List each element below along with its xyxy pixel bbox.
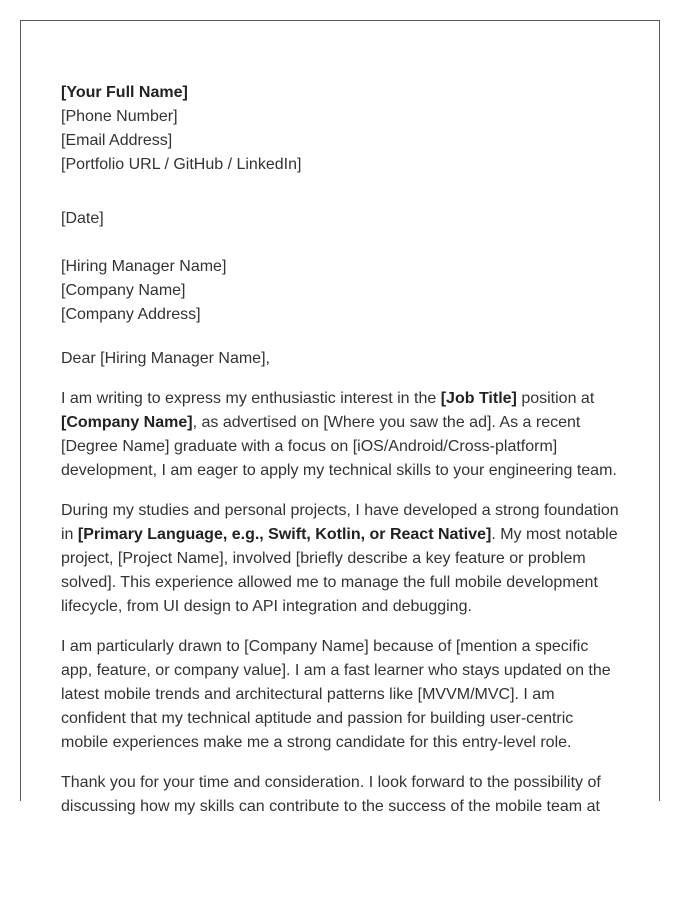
sender-email: [Email Address] <box>61 132 173 149</box>
spacer <box>61 231 631 255</box>
recipient-company: [Company Name] <box>61 282 186 299</box>
sender-name: [Your Full Name] <box>61 84 188 101</box>
paragraph-3-line-3: latest mobile trends and architectural patterns like [MVVM/MVC]. I am <box>61 686 555 703</box>
salutation: Dear [Hiring Manager Name], <box>61 350 270 367</box>
spacer <box>61 755 631 771</box>
paragraph-1 <box>61 387 631 483</box>
paragraph-2-line-3: project, [Project Name], involved [briefly describe a key feature or problem <box>61 550 586 567</box>
paragraph-3 <box>61 635 631 755</box>
text: . My most notable <box>491 526 618 543</box>
paragraph-1-line-3: [Degree Name] graduate with a focus on [iOS/Android/Cross-platform] <box>61 438 558 455</box>
sender-phone: [Phone Number] <box>61 108 178 125</box>
paragraph-2-line-1: During my studies and personal projects, I have developed a strong foundation <box>61 502 619 519</box>
paragraph-3-line-1: I am particularly drawn to [Company Name] because of [mention a specific <box>61 638 589 655</box>
company-name-placeholder: [Company Name] <box>61 414 193 431</box>
sender-portfolio: [Portfolio URL / GitHub / LinkedIn] <box>61 156 302 173</box>
paragraph-1-line-1 <box>61 387 631 411</box>
paragraph-2-line-4: solved]. This experience allowed me to manage the full mobile development <box>61 574 598 591</box>
text: in <box>61 526 78 543</box>
recipient-block <box>61 255 631 327</box>
text: I am writing to express my enthusiastic interest in the <box>61 390 441 407</box>
paragraph-4-line-2: discussing how my skills can contribute to the success of the mobile team at <box>61 798 600 815</box>
text: , as advertised on [Where you saw the ad]. As a recent <box>192 414 581 431</box>
paragraph-1-line-4: development, I am eager to apply my technical skills to your engineering team. <box>61 462 617 479</box>
paragraph-2-line-5: lifecycle, from UI design to API integration and debugging. <box>61 598 472 615</box>
recipient-address: [Company Address] <box>61 306 201 323</box>
primary-language-placeholder: [Primary Language, e.g., Swift, Kotlin, or React Native] <box>77 526 492 543</box>
paragraph-2-line-2 <box>61 523 631 547</box>
paragraph-1-line-2 <box>61 411 631 435</box>
spacer <box>61 371 631 387</box>
text: position at <box>516 390 595 407</box>
paragraph-4 <box>61 771 631 819</box>
job-title-placeholder: [Job Title] <box>440 390 517 407</box>
paragraph-4-line-1: Thank you for your time and consideration. I look forward to the possibility of <box>61 774 601 791</box>
paragraph-3-line-4: confident that my technical aptitude and passion for building user-centric <box>61 710 574 727</box>
paragraph-2 <box>61 499 631 619</box>
sender-block <box>61 81 631 177</box>
paragraph-3-line-5: mobile experiences make me a strong candidate for this entry-level role. <box>61 734 572 751</box>
cover-letter-body <box>61 81 631 819</box>
paragraph-3-line-2: app, feature, or company value]. I am a fast learner who stays updated on the <box>61 662 611 679</box>
recipient-manager: [Hiring Manager Name] <box>61 258 227 275</box>
spacer <box>61 619 631 635</box>
spacer <box>61 177 631 207</box>
spacer <box>61 327 631 347</box>
letter-date: [Date] <box>61 210 104 227</box>
document-page <box>20 20 660 815</box>
spacer <box>61 483 631 499</box>
